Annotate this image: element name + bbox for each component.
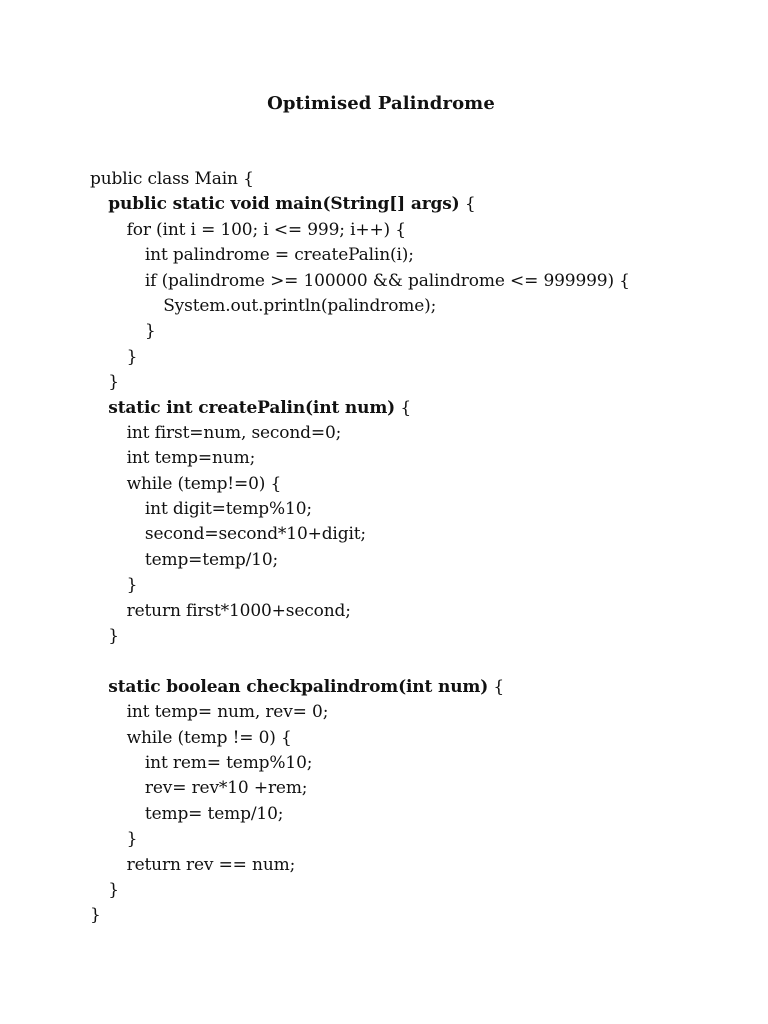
code-line bbox=[90, 853, 730, 878]
code-text: } bbox=[144, 321, 156, 342]
code-text: } bbox=[126, 346, 138, 367]
code-text: temp= temp/10; bbox=[144, 803, 284, 824]
code-text: while (temp != 0) { bbox=[126, 727, 292, 748]
code-line bbox=[90, 599, 730, 624]
code-line bbox=[90, 243, 730, 268]
code-line bbox=[90, 319, 730, 344]
code-text: return first*1000+second; bbox=[126, 600, 351, 621]
code-line bbox=[90, 370, 730, 395]
code-signature: static boolean checkpalindrom(int num) bbox=[108, 676, 489, 697]
code-line bbox=[90, 700, 730, 725]
code-line bbox=[90, 446, 730, 471]
code-line bbox=[90, 878, 730, 903]
code-line bbox=[90, 192, 730, 217]
code-text: } bbox=[90, 905, 101, 926]
code-signature: static int createPalin(int num) bbox=[108, 397, 396, 418]
code-text: rev= rev*10 +rem; bbox=[144, 778, 308, 799]
code-text: } bbox=[108, 626, 119, 647]
code-line bbox=[90, 751, 730, 776]
code-text: return rev == num; bbox=[126, 854, 296, 875]
code-text: int temp=num; bbox=[126, 448, 256, 469]
code-line bbox=[90, 218, 730, 243]
code-text: } bbox=[108, 372, 119, 393]
code-text: while (temp!=0) { bbox=[126, 473, 282, 494]
code-text: int rem= temp%10; bbox=[144, 752, 313, 773]
code-line bbox=[90, 903, 730, 928]
code-text: int temp= num, rev= 0; bbox=[126, 702, 329, 723]
code-line bbox=[90, 294, 730, 319]
code-line bbox=[90, 776, 730, 801]
code-text: int palindrome = createPalin(i); bbox=[144, 245, 414, 266]
code-text: second=second*10+digit; bbox=[144, 524, 367, 545]
code-text: int first=num, second=0; bbox=[126, 422, 342, 443]
code-line bbox=[90, 396, 730, 421]
code-line bbox=[90, 624, 730, 649]
code-block bbox=[90, 167, 730, 929]
code-line bbox=[90, 472, 730, 497]
code-signature: public static void main(String[] args) bbox=[108, 194, 460, 215]
code-text: int digit=temp%10; bbox=[144, 499, 312, 520]
code-line bbox=[90, 649, 730, 674]
code-text: public class Main { bbox=[90, 169, 254, 189]
code-line bbox=[90, 497, 730, 522]
code-line bbox=[90, 802, 730, 827]
code-text: } bbox=[126, 829, 138, 850]
code-line bbox=[90, 522, 730, 547]
code-text: System.out.println(palindrome); bbox=[163, 295, 437, 316]
code-line bbox=[90, 167, 730, 192]
code-line bbox=[90, 726, 730, 751]
code-text: } bbox=[108, 879, 119, 900]
code-text: { bbox=[395, 397, 411, 418]
code-line bbox=[90, 827, 730, 852]
code-line bbox=[90, 421, 730, 446]
code-line bbox=[90, 548, 730, 573]
code-line bbox=[90, 269, 730, 294]
code-text: if (palindrome >= 100000 && palindrome <= 999999) { bbox=[144, 270, 630, 291]
code-line bbox=[90, 573, 730, 598]
code-line bbox=[90, 345, 730, 370]
code-text: for (int i = 100; i <= 999; i++) { bbox=[126, 219, 406, 240]
code-text: temp=temp/10; bbox=[144, 549, 279, 570]
document-title: Optimised Palindrome bbox=[267, 93, 495, 114]
code-text: { bbox=[459, 194, 476, 215]
code-text: { bbox=[488, 676, 505, 697]
code-text: } bbox=[126, 575, 138, 596]
code-line bbox=[90, 675, 730, 700]
